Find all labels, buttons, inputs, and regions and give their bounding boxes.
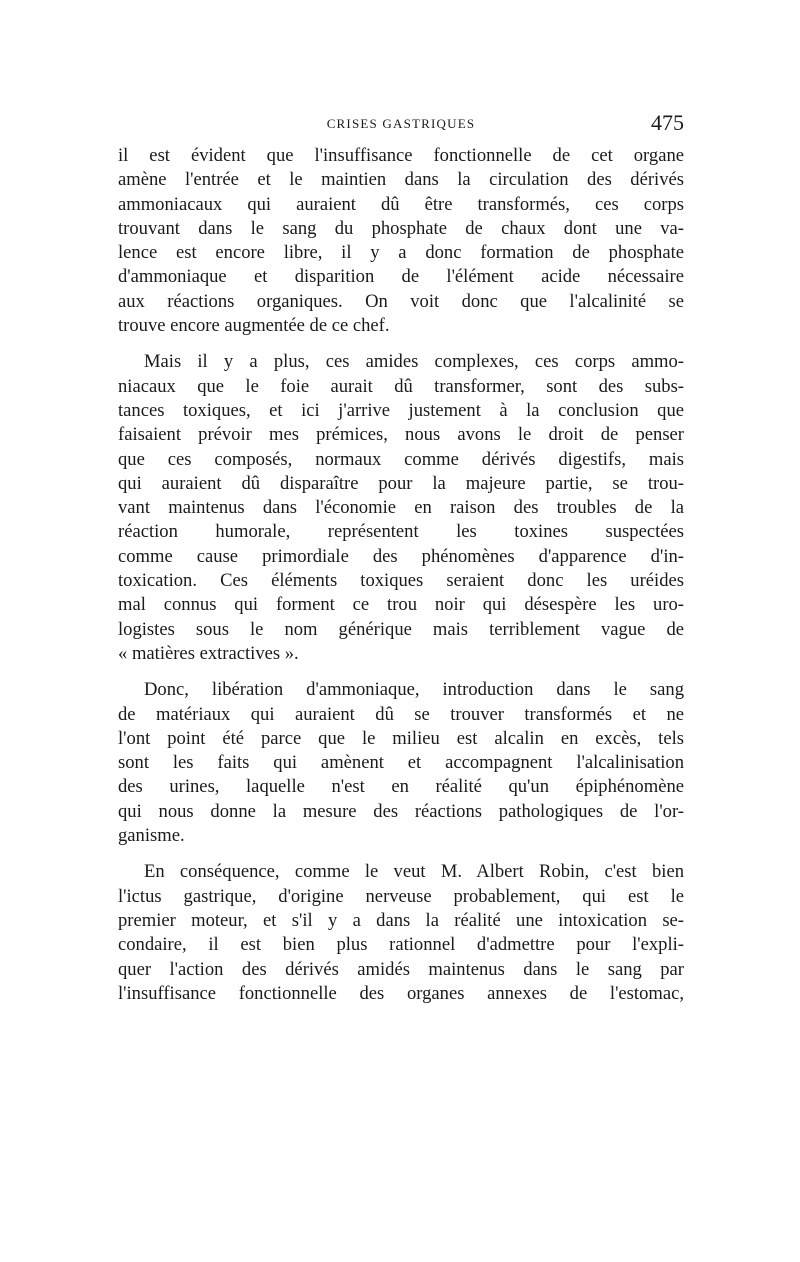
- text-line: réaction humorale, représentent les toxines suspectées: [118, 521, 684, 543]
- text-line: quer l'action des dérivés amidés maintenus dans le sang par: [118, 958, 684, 980]
- text-line: trouve encore augmentée de ce chef.: [118, 315, 390, 337]
- text-line: l'insuffisance fonctionnelle des organes annexes de l'estomac,: [118, 982, 684, 1004]
- text-line: que ces composés, normaux comme dérivés digestifs, mais: [118, 448, 684, 470]
- text-line: niacaux que le foie aurait dû transformer, sont des subs-: [118, 375, 684, 397]
- text-line: ammoniacaux qui auraient dû être transformés, ces corps: [118, 193, 684, 215]
- paragraph-gap: [118, 666, 684, 678]
- running-header: [118, 108, 684, 144]
- text-line: qui auraient dû disparaître pour la majeure partie, se trou-: [118, 472, 684, 494]
- text-line: trouvant dans le sang du phosphate de chaux dont une va-: [118, 217, 684, 239]
- text-line: faisaient prévoir mes prémices, nous avons le droit de penser: [118, 424, 684, 446]
- paragraph-3: [118, 678, 684, 848]
- running-title: CRISES GASTRIQUES: [326, 116, 476, 131]
- text-line: amène l'entrée et le maintien dans la circulation des dérivés: [118, 169, 684, 191]
- text-line: aux réactions organiques. On voit donc que l'alcalinité se: [118, 290, 684, 312]
- text-line: tances toxiques, et ici j'arrive justement à la conclusion que: [118, 399, 684, 421]
- text-line: logistes sous le nom générique mais terriblement vague de: [118, 618, 684, 640]
- text-line: mal connus qui forment ce trou noir qui désespère les uro-: [118, 594, 684, 616]
- text-line: d'ammoniaque et disparition de l'élément acide nécessaire: [118, 266, 684, 288]
- text-line: En conséquence, comme le veut M. Albert Robin, c'est bien: [144, 861, 684, 883]
- text-line: sont les faits qui amènent et accompagnent l'alcalinisation: [118, 752, 684, 774]
- paragraph-gap: [118, 338, 684, 350]
- page-number: 475: [651, 110, 684, 135]
- paragraph-1: [118, 144, 684, 338]
- paragraph-4: [118, 860, 684, 1006]
- text-line: des urines, laquelle n'est en réalité qu'un épiphénomène: [118, 776, 684, 798]
- text-line: toxication. Ces éléments toxiques seraient donc les uréides: [118, 570, 684, 592]
- book-page: [118, 108, 684, 1006]
- text-line: l'ictus gastrique, d'origine nerveuse probablement, qui est le: [118, 885, 684, 907]
- text-line: qui nous donne la mesure des réactions pathologiques de l'or-: [118, 800, 684, 822]
- text-line: l'ont point été parce que le milieu est alcalin en excès, tels: [118, 727, 684, 749]
- text-line: ganisme.: [118, 825, 185, 847]
- text-line: de matériaux qui auraient dû se trouver transformés et ne: [118, 703, 684, 725]
- paragraph-2: [118, 350, 684, 666]
- text-line: condaire, il est bien plus rationnel d'admettre pour l'expli-: [118, 934, 684, 956]
- text-line: lence est encore libre, il y a donc formation de phosphate: [118, 242, 684, 264]
- text-line: Donc, libération d'ammoniaque, introduction dans le sang: [144, 679, 684, 701]
- paragraph-gap: [118, 848, 684, 860]
- text-line: Mais il y a plus, ces amides complexes, ces corps ammo-: [144, 351, 684, 373]
- text-line: il est évident que l'insuffisance fonctionnelle de cet organe: [118, 145, 684, 166]
- text-line: « matières extractives ».: [118, 642, 299, 664]
- text-line: comme cause primordiale des phénomènes d'apparence d'in-: [118, 545, 684, 567]
- text-line: premier moteur, et s'il y a dans la réalité une intoxication se-: [118, 909, 684, 931]
- text-line: vant maintenus dans l'économie en raison des troubles de la: [118, 497, 684, 519]
